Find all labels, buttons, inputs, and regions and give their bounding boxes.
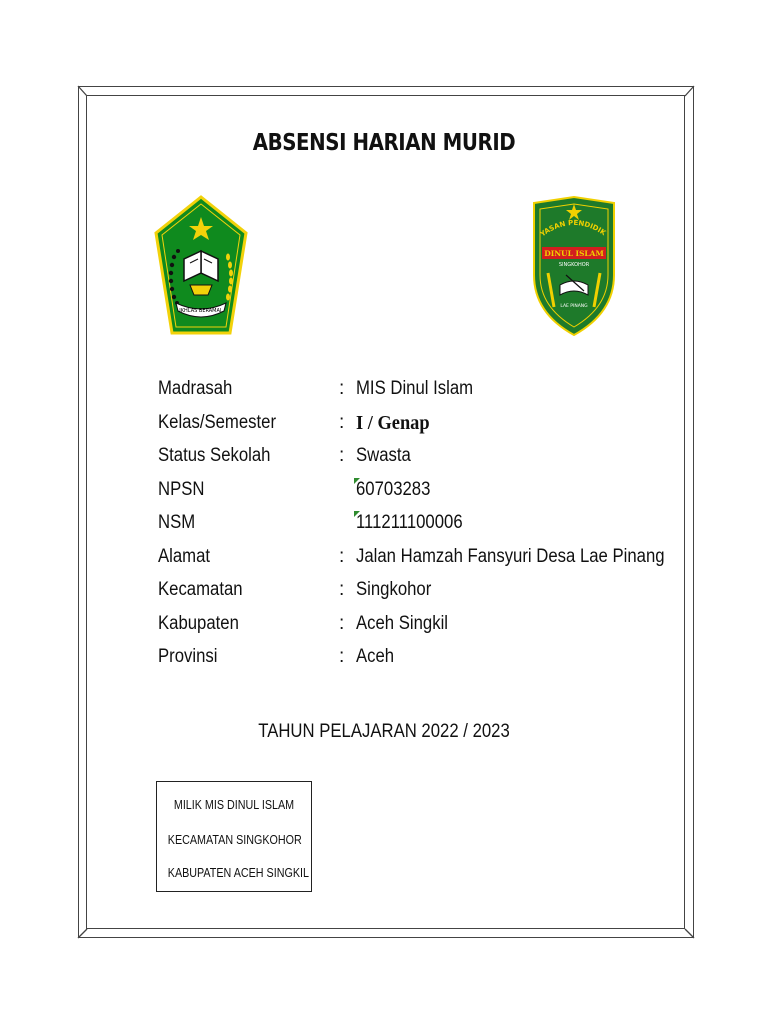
- info-separator: :: [339, 545, 345, 567]
- info-value: 111211100006: [356, 512, 463, 533]
- info-separator: :: [339, 411, 345, 433]
- info-value: Swasta: [356, 445, 411, 466]
- ownership-box: [156, 781, 312, 892]
- logo-left-ribbon-text: IKHLAS BERAMAL: [179, 308, 223, 314]
- logo-right-name-text: DINUL ISLAM: [544, 249, 604, 258]
- info-value: Jalan Hamzah Fansyuri Desa Lae Pinang: [356, 545, 665, 567]
- kemenag-emblem-icon: [154, 195, 248, 335]
- info-label: NPSN: [158, 478, 205, 500]
- info-label: Provinsi: [158, 646, 218, 667]
- info-label: Madrasah: [158, 378, 233, 399]
- info-separator: :: [339, 612, 345, 634]
- info-value: MIS Dinul Islam: [356, 378, 474, 399]
- info-value: Aceh Singkil: [356, 612, 449, 634]
- document-title: ABSENSI HARIAN MURID: [252, 130, 516, 156]
- logo-right-arc-text: YASAN PENDIDIK: [538, 218, 608, 239]
- info-value: 60703283: [356, 478, 431, 500]
- info-label: Kecamatan: [158, 579, 243, 600]
- ownership-line-2: KECAMATAN SINGKOHOR: [167, 833, 302, 847]
- ownership-line-3: KABUPATEN ACEH SINGKIL: [167, 866, 309, 880]
- logo-right-base-text: LAE PINANG: [560, 304, 588, 309]
- ownership-line-1: MILIK MIS DINUL ISLAM: [173, 798, 295, 812]
- academic-year-text: TAHUN PELAJARAN 2022 / 2023: [258, 721, 510, 742]
- logo-right-sub-text: SINGKOHOR: [558, 262, 590, 268]
- info-value: Singkohor: [356, 579, 432, 600]
- yayasan-dinul-islam-shield-icon: [530, 195, 618, 337]
- info-label: Alamat: [158, 545, 211, 567]
- info-separator: :: [339, 579, 345, 600]
- info-label: Status Sekolah: [158, 445, 271, 466]
- info-separator: :: [339, 445, 345, 466]
- info-label: NSM: [158, 512, 196, 533]
- info-label: Kelas/Semester: [158, 411, 277, 433]
- info-value: Aceh: [356, 646, 395, 667]
- info-separator: :: [339, 646, 345, 667]
- info-label: Kabupaten: [158, 612, 239, 634]
- info-value: I / Genap: [356, 411, 430, 434]
- info-separator: :: [339, 378, 345, 399]
